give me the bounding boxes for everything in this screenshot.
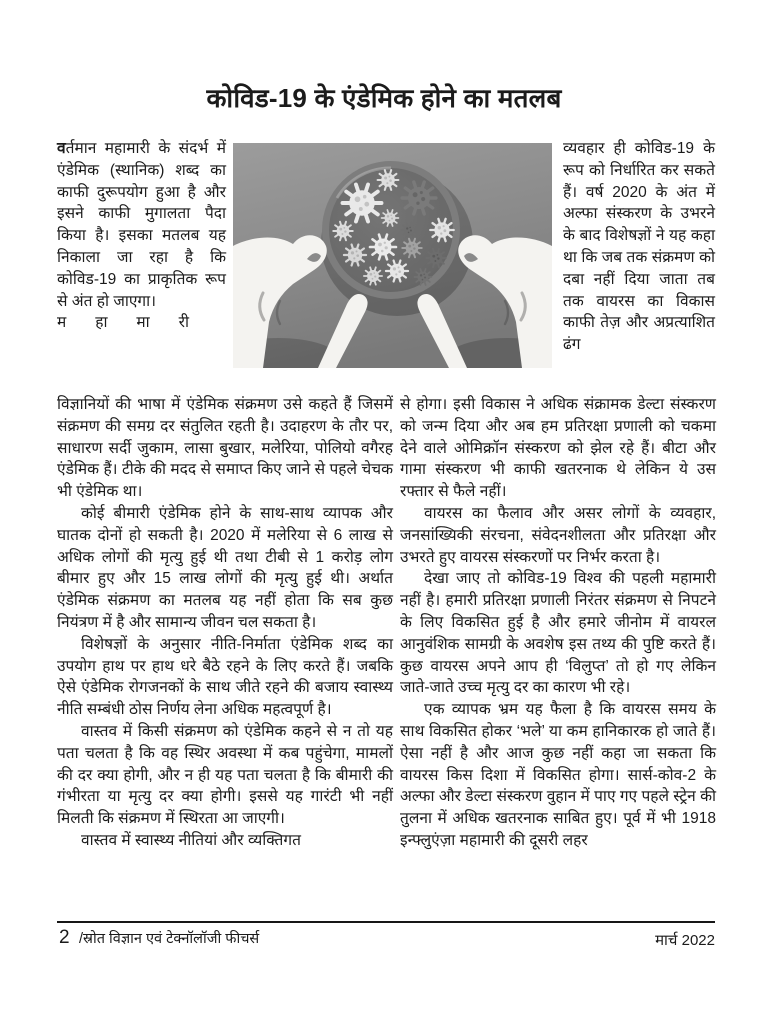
article-paragraph: विशेषज्ञों के अनुसार नीति-निर्माता एंडेमिक शब्द का उपयोग हाथ पर हाथ धरे बैठे रहने के लिए करते हैं। जबकि ऐसे एंडेमिक रोगजनकों के साथ जीते रहने की बजाय स्वास्थ्य नीति सम्बंधी ठोस निर्णय लेना अधिक महत्वपूर्ण है। [57, 635, 393, 719]
article-paragraph: देखा जाए तो कोविड-19 विश्व की पहली महामारी नहीं है। हमारी प्रतिरक्षा प्रणाली निरंतर संक्रमण से निपटने के लिए विकसित हुई है और हमारे जीनोम में वायरल आनुवंशिक सामग्री के अवशेष इस तथ्य की पुष्टि करते हैं। कुछ वायरस अपने आप ही ‘विलुप्त’ तो हो गए लेकिन जाते-जाते उच्च मृत्यु दर का कारण भी रहे। [400, 570, 716, 697]
article-paragraph: वायरस का फैलाव और असर लोगों के व्यवहार, जनसांख्यिकी संरचना, संवेदनशीलता और प्रतिरक्षा और उभरते हुए वायरस संस्करणों पर निर्भर करता है। [400, 504, 716, 566]
article-paragraph: विज्ञानियों की भाषा में एंडेमिक संक्रमण उसे कहते हैं जिसमें संक्रमण की समग्र दर संतुलित रहती है। उदाहरण के तौर पर, साधारण सर्दी जुकाम, लासा बुखार, मलेरिया, पोलियो वगैरह एंडेमिक हैं। टीके की मदद से समाप्त किए जाने से पहले चेचक भी एंडेमिक था। [57, 396, 393, 501]
article-paragraph: कोई बीमारी एंडेमिक होने के साथ-साथ व्यापक और घातक दोनों हो सकती है। 2020 में मलेरिया से 6 लाख से अधिक लोगों की मृत्यु हुई थी तथा टीबी से 1 करोड़ लोग बीमार हुए और 15 लाख लोगों की मृत्यु हुई थी। अर्थात एंडेमिक संक्रमण का मतलब यह नहीं होता कि सब कुछ नियंत्रण में है और सामान्य जीवन चल सकता है। [57, 504, 393, 631]
article-paragraph: से होगा। इसी विकास ने अधिक संक्रामक डेल्टा संस्करण को जन्म दिया और अब हम प्रतिरक्षा प्रणाली को चकमा देने वाले ओमिक्रॉन संस्करण को झेल रहे हैं। बीटा और गामा संस्करण भी काफी खतरनाक थे लेकिन ये उस रफ्तार से फैले नहीं। [400, 396, 716, 501]
footer-rule [57, 921, 715, 923]
left-column [57, 394, 393, 852]
virus-plate-photo [233, 143, 552, 368]
article-paragraph: म हा मा री [57, 314, 189, 332]
right-column-narrow [563, 138, 715, 356]
article-paragraph: व्यवहार ही कोविड-19 के रूप को निर्धारित कर सकते हैं। वर्ष 2020 के अंत में अल्फा संस्करण के उभरने के बाद विशेषज्ञों ने यह कहा था कि जब तक संक्रमण को दबा नहीं दिया जाता तब तक वायरस का विकास काफी तेज़ और अप्रत्याशित ढंग [563, 140, 715, 354]
article-paragraph: वर्तमान महामारी के संदर्भ में एंडेमिक (स्थानिक) शब्द का काफी दुरूपयोग हुआ है और इसने काफी मुगालता पैदा किया है। इसका मतलब यह निकाला जा रहा है कि कोविड-19 का प्राकृतिक रूप से अंत हो जाएगा। [57, 140, 226, 310]
left-column-narrow [57, 138, 226, 334]
article-paragraph: वास्तव में स्वास्थ्य नीतियां और व्यक्तिगत [81, 831, 301, 849]
article-title: कोविड-19 के एंडेमिक होने का मतलब [206, 83, 562, 113]
right-column [400, 394, 716, 852]
article-paragraph: वास्तव में किसी संक्रमण को एंडेमिक कहने से न तो यह पता चलता है कि वह स्थिर अवस्था में कब पहुंचेगा, मामलों की दर क्या होगी, और न ही यह पता चलता है कि बीमारी की गंभीरता या मृत्यु दर क्या होगी। इससे यह गारंटी भी नहीं मिलती कि संक्रमण में स्थिरता आ जाएगी। [57, 722, 393, 828]
magazine-credit: /स्रोत विज्ञान एवं टेक्नॉलॉजी फीचर्स [79, 931, 260, 947]
article-paragraph: एक व्यापक भ्रम यह फैला है कि वायरस समय के साथ विकसित होकर ‘भले’ या कम हानिकारक हो जाते हैं। ऐसा नहीं है और आज कुछ नहीं कहा जा सकता कि वायरस किस दिशा में विकसित होगा। सार्स-कोव-2 के अल्फा और डेल्टा संस्करण वुहान में पाए गए पहले स्ट्रेन की तुलना में अधिक खतरनाक साबित हुए। पूर्व में भी 1918 इन्फ्लुएंज़ा महामारी की दूसरी लहर [400, 701, 716, 849]
issue-date: मार्च 2022 [655, 932, 715, 949]
page-number: 2 [59, 927, 70, 948]
virus-paper-art-illustration [233, 143, 552, 368]
